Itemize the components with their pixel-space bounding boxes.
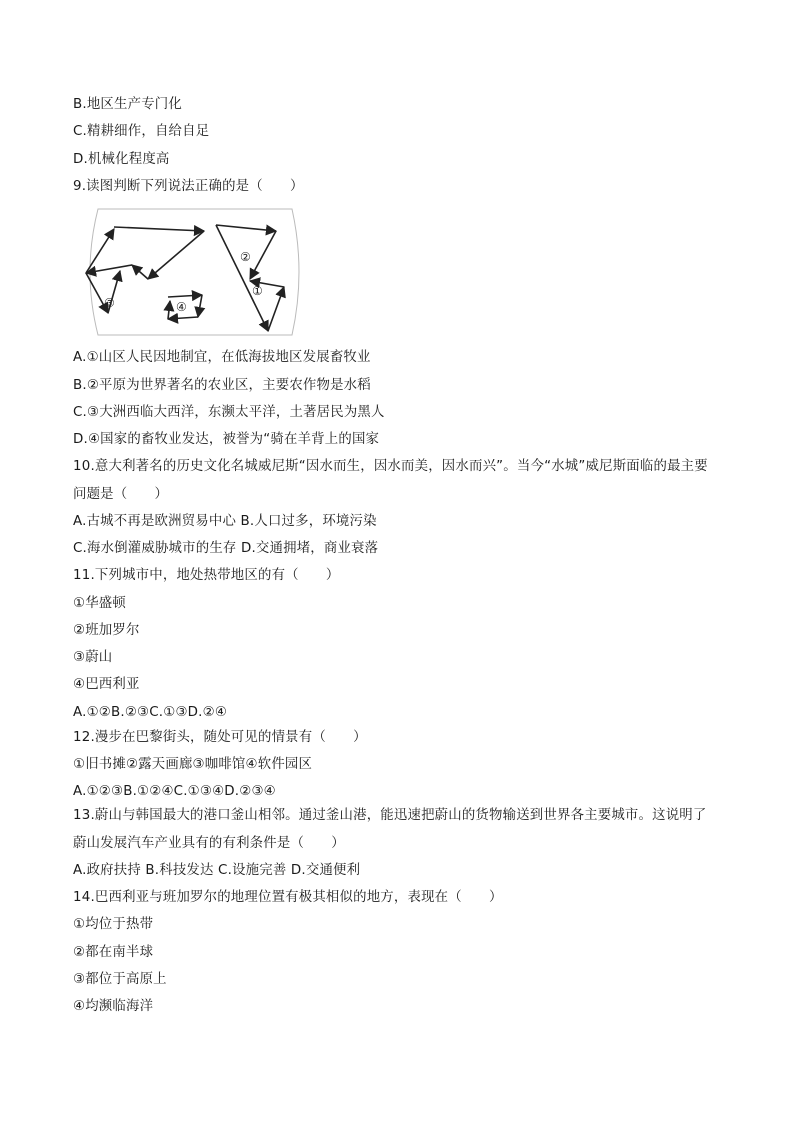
q9-option-d: D.④国家的畜牧业发达，被誉为“骑在羊背上的国家 xyxy=(73,432,380,447)
north-america-arrow xyxy=(86,265,132,273)
north-america-arrow xyxy=(86,229,114,273)
label-1: ① xyxy=(252,284,263,298)
q11-item: ②班加罗尔 xyxy=(73,623,140,638)
q10-stem-line1: 10.意大利著名的历史文化名城威尼斯“因水而生，因水而美，因水而兴”。当今“水城”威尼斯面临的最主要 xyxy=(73,459,708,474)
q9-option-c: C.③大洲西临大西洋，东濒太平洋，土著居民为黑人 xyxy=(73,405,385,420)
q14-item: ④均濒临海洋 xyxy=(73,999,154,1014)
q12-stem: 12.漫步在巴黎街头，随处可见的情景有（ ） xyxy=(73,730,367,745)
q11-item: ③蔚山 xyxy=(73,650,113,665)
q10-options-line1: A.古城不再是欧洲贸易中心 B.人口过多，环境污染 xyxy=(73,514,377,529)
q9-option-a: A.①山区人民因地制宜，在低海拔地区发展畜牧业 xyxy=(73,350,371,365)
australia-arrow xyxy=(168,295,202,297)
q12-items: ①旧书摊②露天画廊③咖啡馆④软件园区 xyxy=(73,757,313,772)
q9-stem: 9.读图判断下列说法正确的是（ ） xyxy=(73,179,304,194)
label-4: ④ xyxy=(176,300,187,314)
north-america-arrow xyxy=(132,265,148,279)
q8-option-b: B.地区生产专门化 xyxy=(73,97,182,112)
q14-item: ②都在南半球 xyxy=(73,945,154,960)
q12-options: A.①②③B.①②④C.①③④D.②③④ xyxy=(73,784,276,799)
q11-stem: 11.下列城市中，地处热带地区的有（ ） xyxy=(73,568,340,583)
q9-option-b: B.②平原为世界著名的农业区，主要农作物是水稻 xyxy=(73,378,371,393)
q11-options: A.①②B.②③C.①③D.②④ xyxy=(73,705,228,720)
africa-arrow xyxy=(216,225,268,331)
q14-stem: 14.巴西利亚与班加罗尔的地理位置有极其相似的地方，表现在（ ） xyxy=(73,890,503,905)
world-map-figure xyxy=(80,205,306,339)
q10-options-line2: C.海水倒灌威胁城市的生存 D.交通拥堵，商业衰落 xyxy=(73,541,379,556)
q11-item: ④巴西利亚 xyxy=(73,677,140,692)
q14-item: ①均位于热带 xyxy=(73,917,154,932)
australia-arrow xyxy=(168,301,170,319)
label-3: ③ xyxy=(104,296,115,310)
africa-arrow xyxy=(268,287,284,331)
q8-option-c: C.精耕细作，自给自足 xyxy=(73,124,210,139)
q10-stem-line2: 问题是（ ） xyxy=(73,487,169,502)
q11-item: ①华盛顿 xyxy=(73,596,126,611)
australia-arrow xyxy=(168,317,198,319)
q13-options: A.政府扶持 B.科技发达 C.设施完善 D.交通便利 xyxy=(73,863,361,878)
eurasia-arrow xyxy=(216,225,276,231)
north-america-arrow xyxy=(114,227,204,231)
australia-arrow xyxy=(198,295,202,317)
north-america-arrow xyxy=(148,231,204,279)
label-2: ② xyxy=(240,250,251,264)
q8-option-d: D.机械化程度高 xyxy=(73,152,170,167)
q13-stem-line1: 13.蔚山与韩国最大的港口釜山相邻。通过釜山港，能迅速把蔚山的货物输送到世界各主要城市。这说明了 xyxy=(73,808,707,823)
q13-stem-line2: 蔚山发展汽车产业具有的有利条件是（ ） xyxy=(73,836,345,851)
q14-item: ③都位于高原上 xyxy=(73,972,167,987)
eurasia-arrow xyxy=(250,231,276,279)
